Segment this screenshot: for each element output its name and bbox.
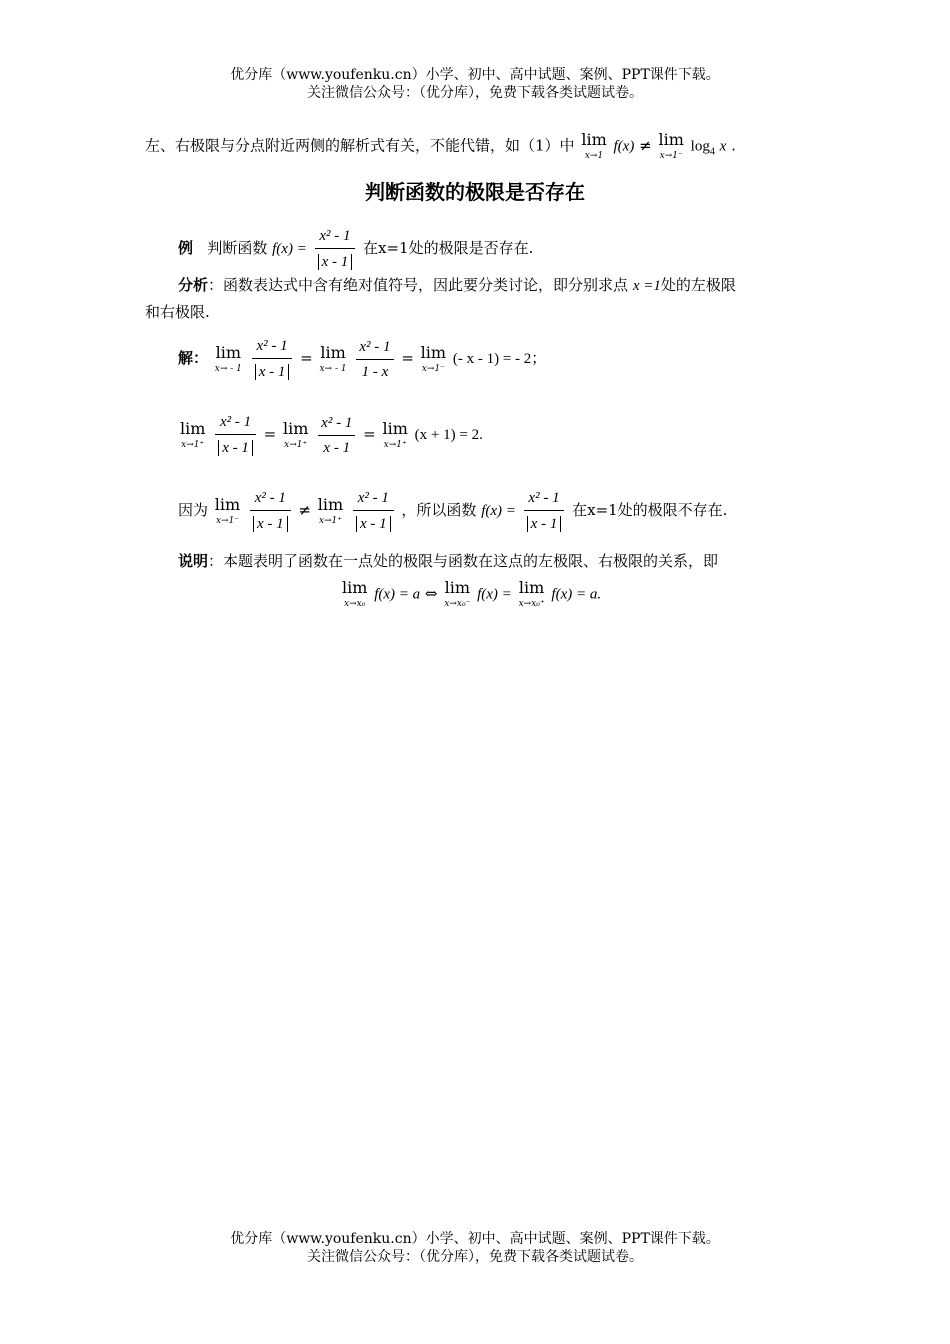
intro-end: . (731, 136, 736, 155)
log-variable: x (719, 138, 727, 155)
example-text-after: 在x=1处的极限是否存在. (363, 239, 534, 257)
example-paragraph (178, 226, 533, 272)
header-line-1: 优分库（www.youfenku.cn）小学、初中、高中试题、案例、PPT课件下载。 (230, 67, 720, 83)
explanation-formula: lim x→x₀ f(x) = a ⇔ lim x→x₀⁻ f(x) = lim x→x₀⁺ f(x) = a. (342, 578, 602, 609)
example-text-before: 判断函数 (207, 239, 268, 257)
intro-paragraph (145, 132, 736, 164)
conclusion-end: 在x=1处的极限不存在. (572, 501, 728, 519)
limit-notation: lim x→1⁺ (180, 418, 206, 450)
log-function: log (690, 138, 710, 155)
fraction: $\frac{\text{x² - 1}}{x - 1}$ (252, 336, 293, 382)
fraction: $\frac{\text{x² - 1}}{1 - x}$ (356, 337, 393, 382)
footer-line-1: 优分库（www.youfenku.cn）小学、初中、高中试题、案例、PPT课件下载。 (230, 1231, 720, 1247)
analysis-text: 函数表达式中含有绝对值符号，因此要分类讨论，即分别求点 (223, 276, 629, 294)
solution-line-1: 解： lim x→ - 1 $\frac{\text{x² - 1}}{x - 1}$ = lim x→ - 1 $\frac{\text{x² - 1}}{1 - x}$ = lim x→1⁻ (- x - 1) = - 2； (178, 338, 547, 380)
because-text: 因为 (178, 501, 209, 519)
limit-notation: lim x→1⁺ (317, 494, 344, 526)
analysis-line-2: 和右极限. (145, 303, 210, 321)
conclusion-fx: f(x) = (481, 503, 516, 519)
solution-label: 解： (178, 349, 209, 367)
header-line-2: 关注微信公众号：（优分库），免费下载各类试题试卷。 (307, 85, 643, 101)
top-header (0, 66, 950, 102)
fraction: $\frac{\text{x² - 1}}{x - 1}$ (353, 488, 394, 534)
fraction: $\frac{\text{x² - 1}}{x - 1}$ (524, 488, 565, 534)
solution-result-2: (x + 1) = 2. (414, 427, 483, 443)
limit-notation: lim x→1⁻ (420, 342, 447, 374)
analysis-label: 分析 (178, 276, 209, 294)
solution-result-1: (- x - 1) = - 2 (452, 351, 532, 367)
limit-notation: lim x→1⁻ (214, 494, 241, 526)
limit-notation: lim x→x₀ (342, 578, 368, 609)
example-fraction: $\frac{\text{x² - 1}}{x - 1}$ (315, 226, 356, 272)
section-title: 判断函数的极限是否存在 (365, 180, 585, 204)
analysis-point: x =1 (632, 278, 661, 294)
intro-fx: f(x) (613, 138, 635, 155)
limit-notation: lim x→x₀⁻ (444, 578, 471, 609)
example-fx: f(x) = (272, 241, 307, 257)
example-label: 例 (178, 239, 194, 257)
neq-symbol: ≠ (639, 136, 652, 155)
limit-notation: lim x→x₀⁺ (518, 578, 545, 609)
log-base: 4 (709, 146, 715, 158)
limit-notation: lim x→1 (581, 130, 607, 161)
limit-notation: lim x→1⁺ (282, 418, 309, 450)
conclusion-line: 因为 lim x→1⁻ $\frac{\text{x² - 1}}{x - 1}$ ≠ lim x→1⁺ $\frac{\text{x² - 1}}{x - 1}$ ，所以函数 f(x) = $\frac{\text{x² - 1}}{x - 1}$ 在x=1处的极限不存在. (178, 490, 728, 532)
limit-notation: lim x→ - 1 (214, 342, 242, 374)
fraction: $\frac{\text{x² - 1}}{x - 1}$ (215, 412, 256, 458)
analysis-line-1: 分析：函数表达式中含有绝对值符号，因此要分类讨论，即分别求点 x =1处的左极限 (178, 276, 736, 294)
so-text: ，所以函数 (401, 501, 477, 519)
intro-text: 左、右极限与分点附近两侧的解析式有关，不能代错，如（1）中 (145, 136, 575, 155)
explanation-label: 说明 (178, 552, 209, 570)
solution-line-2: lim x→1⁺ $\frac{\text{x² - 1}}{x - 1}$ = lim x→1⁺ $\frac{\text{x² - 1}}{x - 1}$ = lim x→1⁺ (x + 1) = 2. (180, 414, 483, 456)
explanation-text: ：本题表明了函数在一点处的极限与函数在这点的左极限、右极限的关系，即 (208, 552, 719, 570)
limit-notation: lim x→ - 1 (319, 342, 347, 374)
fraction: $\frac{\text{x² - 1}}{x - 1}$ (318, 413, 355, 458)
bottom-footer (0, 1230, 950, 1266)
iff-symbol: ⇔ (424, 584, 438, 603)
fraction: $\frac{\text{x² - 1}}{x - 1}$ (250, 488, 291, 534)
explanation-line (178, 550, 718, 572)
limit-notation: lim x→1⁻ (658, 130, 684, 161)
footer-line-2: 关注微信公众号：（优分库），免费下载各类试题试卷。 (307, 1249, 643, 1265)
limit-notation: lim x→1⁺ (382, 418, 408, 450)
